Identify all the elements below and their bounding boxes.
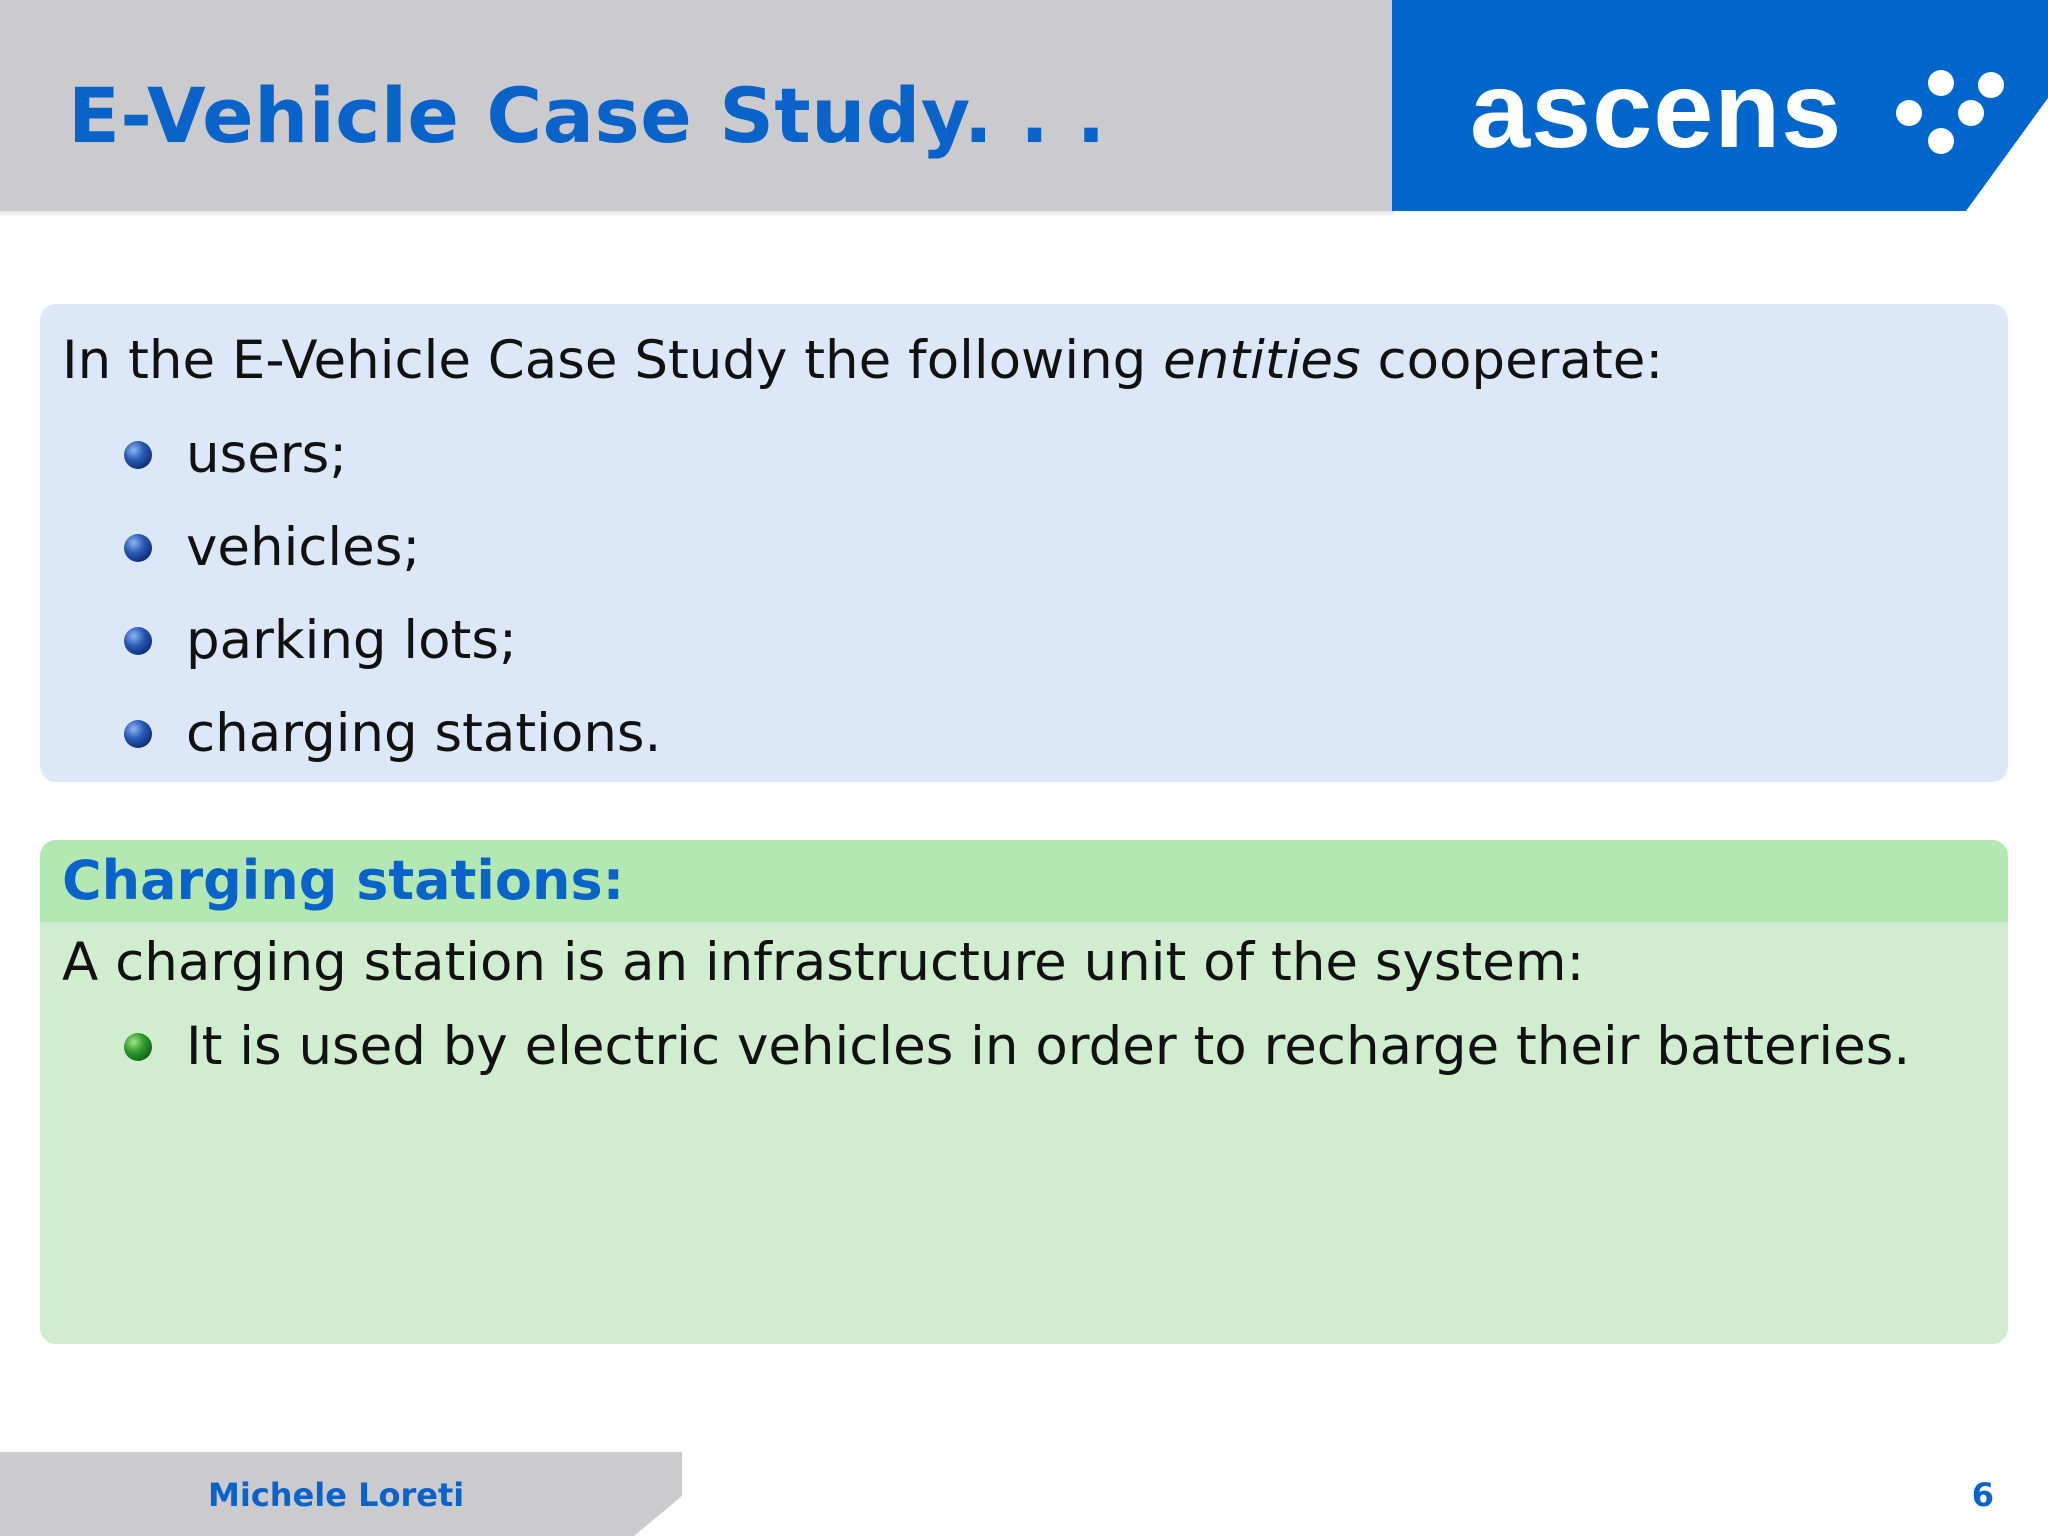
slide-title: E-Vehicle Case Study. . .	[68, 71, 1106, 160]
entities-intro	[62, 324, 2008, 398]
logo-dots-icon	[1892, 66, 1992, 158]
bullet-icon	[124, 441, 152, 469]
charging-list	[62, 1000, 2008, 1093]
charging-block-title: Charging stations:	[62, 849, 625, 912]
logo-dot	[1928, 70, 1954, 96]
intro-before: In the E-Vehicle Case Study the following	[62, 330, 1164, 391]
list-item	[62, 594, 2008, 687]
list-item	[62, 501, 2008, 594]
logo-dot	[1928, 128, 1954, 154]
charging-block-title-bar	[40, 840, 2008, 922]
logo-dot	[1958, 100, 1984, 126]
intro-after: cooperate:	[1360, 330, 1664, 391]
logo-panel	[1392, 0, 2048, 211]
charging-block	[40, 840, 2008, 1344]
list-item	[62, 1000, 2008, 1093]
page-number: 6	[1971, 1476, 1994, 1514]
entities-list	[62, 408, 2008, 780]
list-item-label: users;	[186, 424, 348, 485]
list-item-label: vehicles;	[186, 517, 421, 578]
bullet-icon	[124, 534, 152, 562]
list-item	[62, 408, 2008, 501]
charging-description: A charging station is an infrastructure unit of the system:	[62, 932, 1585, 993]
bullet-icon	[124, 720, 152, 748]
logo-dot	[1896, 100, 1922, 126]
list-item	[62, 687, 2008, 780]
list-item-label: parking lots;	[186, 610, 517, 671]
footer-author: Michele Loreti	[208, 1476, 465, 1514]
entities-block	[40, 304, 2008, 782]
list-item-label: It is used by electric vehicles in order to recharge their batteries.	[186, 1016, 1911, 1077]
charging-block-body	[40, 922, 2008, 1093]
intro-emphasis: entities	[1163, 330, 1361, 391]
logo-text: ascens	[1470, 49, 1843, 170]
list-item-label: charging stations.	[186, 703, 662, 764]
bullet-icon	[124, 627, 152, 655]
bullet-icon	[124, 1033, 152, 1061]
logo-dot	[1978, 72, 2004, 98]
header-shadow	[0, 211, 1394, 217]
